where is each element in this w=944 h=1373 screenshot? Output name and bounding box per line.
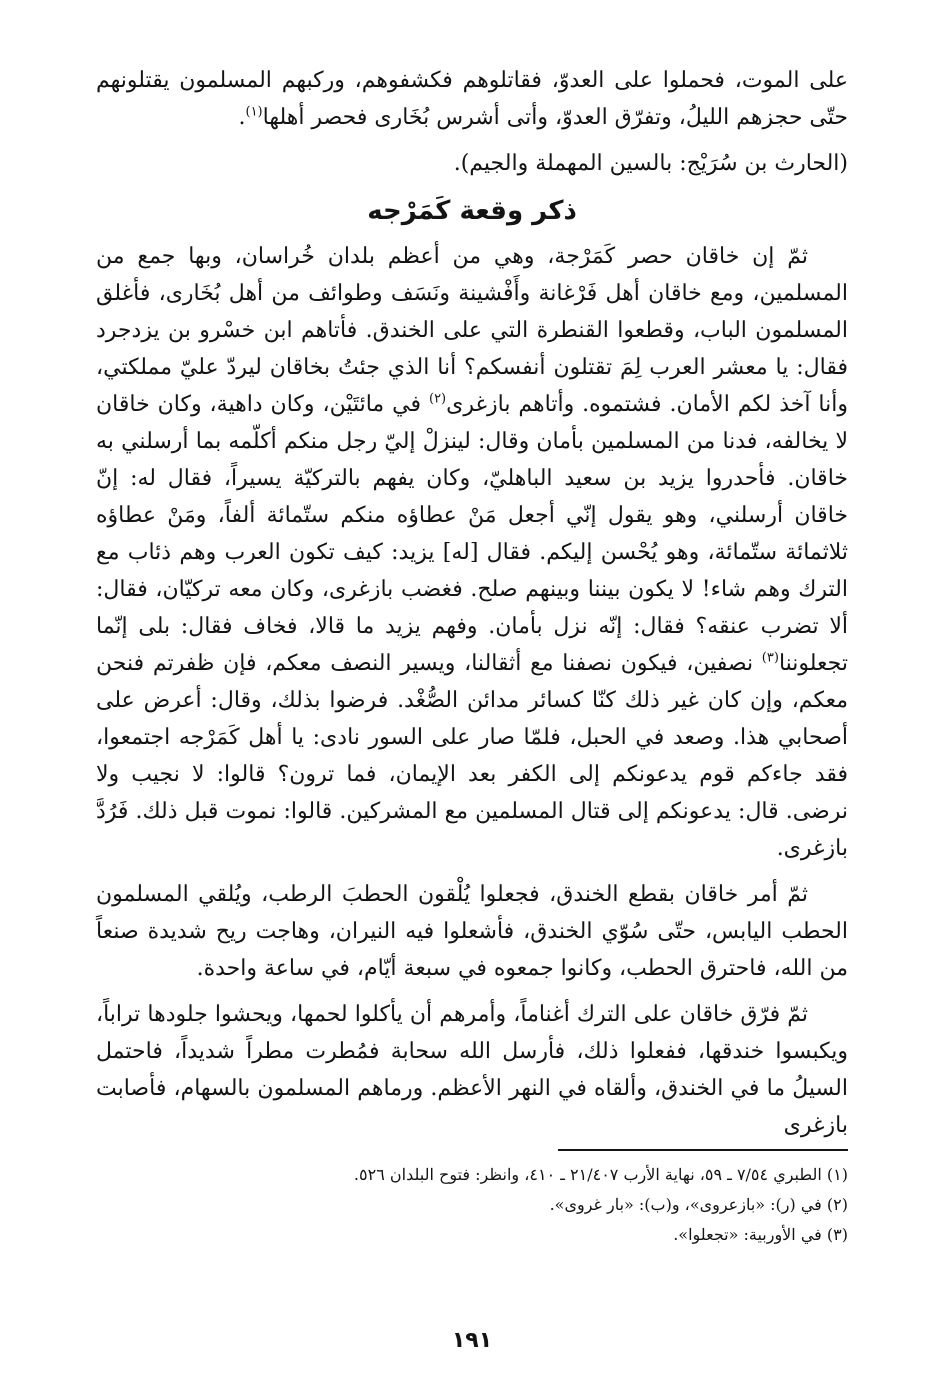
paragraph-1-part-1: ثمّ إن خاقان حصر كَمَرْجة، وهي من أعظم بلدان خُراسان، وبها جمع من المسلمين، ومع خاقان أهل فَرْغانة وأَفْشينة ونَسَف وطوائف من أهل بُخَارى، فأغلق المسلمون الباب، وقطعوا القنطرة التي على الخندق. فأتاهم ابن خسْرو بن يزدجرد فقال: يا معشر العرب لِمَ تقتلون أنفسكم؟ أنا الذي جئتُ بخاقان ليردّ عليّ مملكتي، وأنا آخذ لكم الأمان. فشتموه. وأتاهم بازغرى (96, 244, 848, 417)
paragraph-1 (96, 238, 848, 867)
footnote-marker-1: (١) (245, 104, 263, 120)
page-number: ١٩١ (451, 1328, 493, 1353)
footnote-marker-3: (٣) (761, 650, 779, 666)
intro-end: . (238, 105, 246, 130)
footnote-3: (٣) في الأوربية: «تجعلوا». (673, 1225, 848, 1244)
paragraph-2 (96, 876, 848, 987)
footnote-1: (١) الطبري ٧/٥٤ ـ ٥٩، نهاية الأرب ٢١/٤٠٧ ـ ٤١٠، وانظر: فتوح البلدان ٥٢٦. (353, 1165, 848, 1184)
footnotes (96, 1160, 848, 1250)
footnote-2: (٢) في (ر): «بازعروى»، و(ب): «بار غروى». (549, 1195, 848, 1214)
section-heading: ذكر وقعة كَمَرْجه (367, 196, 577, 226)
name-note: (الحارث بن سُرَيْج: بالسين المهملة والجيم). (453, 151, 848, 176)
footnote-divider (558, 1149, 848, 1151)
paragraph-3-text: ثمّ فرّق خاقان على الترك أغناماً، وأمرهم أن يأكلوا لحمها، ويحشوا جلودها تراباً، ويكبسوا خندقها، ففعلوا ذلك، فأرسل الله سحابة فمُطرت مطراً شديداً، فاحتمل السيلُ ما في الخندق، وألقاه في النهر الأعظم. ورماهم المسلمون بالسهام، فأصابت بازغرى (96, 1002, 848, 1138)
paragraph-3 (96, 996, 848, 1144)
document-page (96, 62, 848, 1373)
intro-paragraph (96, 62, 848, 136)
paragraph-1-part-3: نصفين، فيكون نصفنا مع أثقالنا، ويسير النصف معكم، فإن ظفرتم فنحن معكم، وإن كان غير ذلك كنّا كسائر مدائن الصُّغْد. فرضوا بذلك، وقال: أعرض على أصحابي هذا. وصعد في الحبل، فلمّا صار على السور نادى: يا أهل كَمَرْجه اجتمعوا، فقد جاءكم قوم يدعونكم إلى الكفر بعد الإيمان، فما ترون؟ قالوا: لا نجيب ولا نرضى. قال: يدعونكم إلى قتال المسلمين مع المشركين. قالوا: نموت قبل ذلك. فَرُدَّ بازغرى. (96, 651, 848, 861)
intro-text: على الموت، فحملوا على العدوّ، فقاتلوهم فكشفوهم، وركبهم المسلمون يقتلونهم حتّى حجزهم الليلُ، وتفرّق العدوّ، وأتى أشرس بُخَارى فحصر أهلها (96, 68, 848, 130)
paragraph-1-part-2: في مائتَيْن، وكان داهية، وكان خاقان لا يخالفه، فدنا من المسلمين بأمان وقال: لينزلْ إليّ رجل منكم أكلّمه بما أرسلني به خاقان. فأحدروا يزيد بن سعيد الباهليّ، وكان يفهم بالتركيّة يسيراً، فقال له: إنّ خاقان أرسلني، وهو يقول إنّي أجعل مَنْ عطاؤه منكم ستّمائة ألفاً، ومَنْ عطاؤه ثلاثمائة ستّمائة، وهو يُحْسن إليكم. فقال [له] يزيد: كيف تكون العرب وهم ذئاب مع الترك وهم شاء! لا يكون بيننا وبينهم صلح. فغضب بازغرى، وكان معه تركيّان، فقال: ألا تضرب عنقه؟ فقال: إنّه نزل بأمان. وفهم يزيد ما قالا، فخاف فقال: بلى إنّما تجعلوننا (96, 392, 848, 676)
footnote-marker-2: (٢) (428, 391, 447, 407)
paragraph-2-text: ثمّ أمر خاقان بقطع الخندق، فجعلوا يُلْقون الحطبَ الرطب، ويُلقي المسلمون الحطب اليابس، حتّى سُوّي الخندق، فأشعلوا فيه النيران، وهاجت ريح شديدة صنعاً من الله، فاحترق الحطب، وكانوا جمعوه في سبعة أيّام، في ساعة واحدة. (96, 882, 848, 981)
